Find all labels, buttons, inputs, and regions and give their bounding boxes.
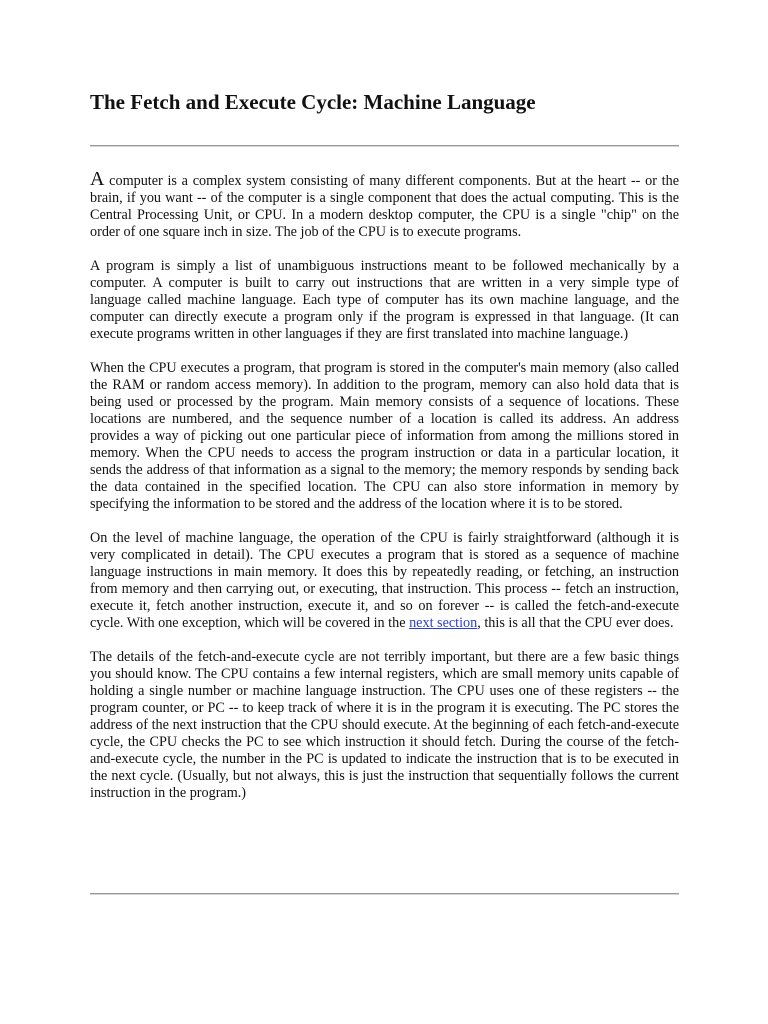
bottom-divider: [90, 893, 679, 895]
paragraph-program: A program is simply a list of unambiguous instructions meant to be followed mechanically by a computer. A computer is built to carry out instructions that are written in a very simple type of language called machine language. Each type of computer has its own machine language, and the computer can directly execute a program only if the program is expressed in that language. (It can execute programs written in other languages if they are first translated into machine language.): [90, 258, 679, 342]
article-body: [90, 168, 679, 819]
paragraph-registers: The details of the fetch-and-execute cycle are not terribly important, but there are a few basic things you should know. The CPU contains a few internal registers, which are small memory units capable of holding a single number or machine language instruction. The CPU uses one of these registers -- the program counter, or PC -- to keep track of where it is in the program it is executing. The PC stores the address of the next instruction that the CPU should execute. At the beginning of each fetch-and-execute cycle, the CPU checks the PC to see which instruction it should fetch. During the course of the fetch-and-execute cycle, the number in the PC is updated to indicate the instruction that is to be executed in the next cycle. (Usually, but not always, this is just the instruction that sequentially follows the current instruction in the program.): [90, 649, 679, 801]
page-title: The Fetch and Execute Cycle: Machine Language: [90, 90, 536, 114]
paragraph-intro-text: computer is a complex system consisting of many different components. But at the heart -- or the brain, if you want -- of the computer is a single component that does the actual computing. This is the Central Processing Unit, or CPU. In a modern desktop computer, the CPU is a single "chip" on the order of one square inch in size. The job of the CPU is to execute programs.: [90, 173, 679, 240]
paragraph-memory: When the CPU executes a program, that program is stored in the computer's main memory (also called the RAM or random access memory). In addition to the program, memory can also hold data that is being used or processed by the program. Main memory consists of a sequence of locations. These locations are numbered, and the sequence number of a location is called its address. An address provides a way of picking out one particular piece of information from among the millions stored in memory. When the CPU needs to access the program instruction or data in a particular location, it sends the address of that information as a signal to the memory; the memory responds by sending back the data contained in the specified location. The CPU can also store information in memory by specifying the information to be stored and the address of the location where it is to be stored.: [90, 360, 679, 512]
paragraph-machine-language: [90, 530, 679, 632]
top-divider: [90, 145, 679, 147]
drop-cap: A: [90, 168, 105, 190]
paragraph-intro: [90, 168, 679, 241]
paragraph-machine-language-text-after: , this is all that the CPU ever does.: [477, 615, 674, 631]
next-section-link[interactable]: next section: [409, 615, 478, 631]
paragraph-machine-language-text-before: On the level of machine language, the operation of the CPU is fairly straightforward (although it is very complicated in detail). The CPU executes a program that is stored as a sequence of machine language instructions in main memory. It does this by repeatedly reading, or fetching, an instruction from memory and then carrying out, or executing, that instruction. This process -- fetch an instruction, execute it, fetch another instruction, execute it, and so on forever -- is called the fetch-and-execute cycle. With one exception, which will be covered in the: [90, 530, 679, 631]
